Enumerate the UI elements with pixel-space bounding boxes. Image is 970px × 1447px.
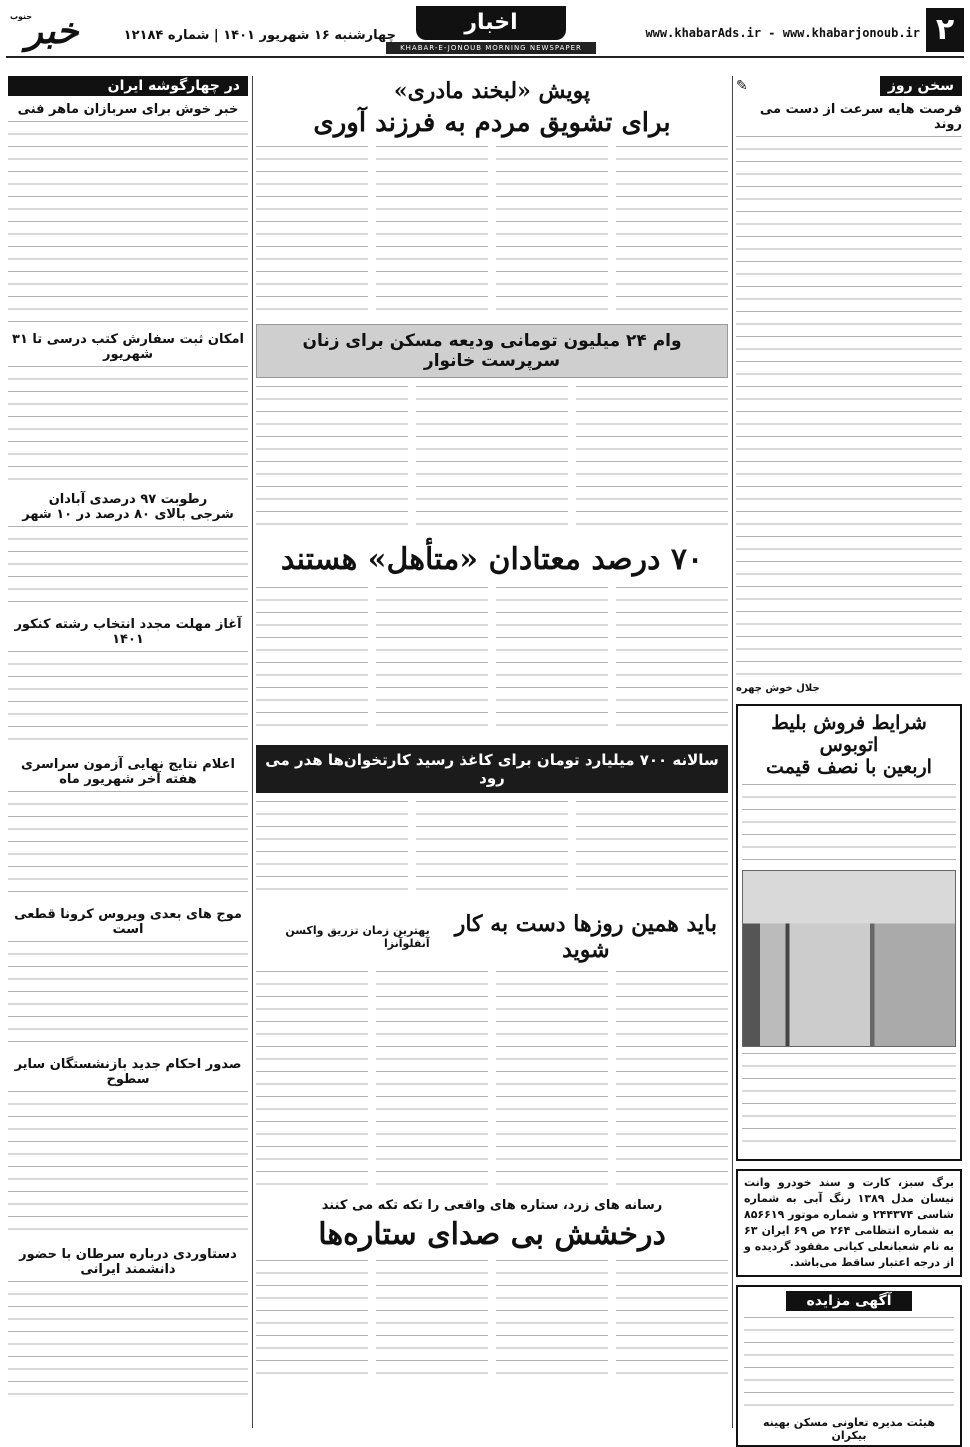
story5-body bbox=[256, 971, 728, 1186]
right-column bbox=[736, 76, 962, 1442]
logo-text: خبر bbox=[25, 10, 79, 52]
left-item-title: شرجی بالای ۸۰ درصد در ۱۰ شهر bbox=[22, 507, 234, 522]
logo-sub: جنوب bbox=[10, 12, 33, 21]
text-column bbox=[376, 587, 488, 737]
text-column bbox=[616, 971, 728, 1186]
text-column bbox=[576, 801, 728, 901]
text-column bbox=[256, 971, 368, 1186]
article-body bbox=[8, 1091, 248, 1241]
english-strip: KHABAR-E-JONOUB MORNING NEWSPAPER bbox=[386, 42, 596, 54]
website-urls[interactable]: www.khabarAds.ir - www.khabarjonoub.ir bbox=[645, 26, 920, 40]
main-area bbox=[256, 76, 728, 1428]
text-column bbox=[616, 146, 728, 316]
text-column bbox=[416, 386, 568, 526]
story6-kicker: رسانه های زرد، ستاره های واقعی را تکه تکه می کنند bbox=[321, 1198, 663, 1213]
story6-headline: درخشش بی صدای ستاره‌ها bbox=[318, 1217, 666, 1252]
story2-body bbox=[256, 386, 728, 526]
left-item-title: اعلام نتایج نهایی آزمون سراسری bbox=[21, 757, 235, 772]
bus-body bbox=[742, 784, 956, 864]
left-item-title: موج های بعدی ویروس کرونا قطعی است bbox=[14, 907, 242, 937]
lost-document-notice: برگ سبز، کارت و سند خودرو وانت نیسان مدل ۱۳۸۹ رنگ آبی به شماره شاسی ۲۴۴۳۷۴ و شماره موتور ۸۵۶۶۱۹ به شماره انتظامی ۲۶۴ ص ۶۹ ایران ۶۳ به نام شعبانعلی کیانی مفقود گردیده و از درجه اعتبار ساقط می‌باشد. bbox=[736, 1169, 962, 1277]
left-item-title: هفته آخر شهریور ماه bbox=[59, 772, 197, 787]
left-item-title: رطوبت ۹۷ درصدی آبادان bbox=[48, 492, 208, 507]
text-column bbox=[256, 1260, 368, 1380]
text-column bbox=[416, 801, 568, 901]
story3-body bbox=[256, 587, 728, 737]
text-column bbox=[616, 1260, 728, 1380]
left-item-title: امکان ثبت سفارش کتب درسی تا ۳۱ شهریور bbox=[12, 332, 244, 362]
story1-kicker: پویش «لبخند مادری» bbox=[393, 78, 591, 104]
article-body bbox=[8, 121, 248, 326]
text-column bbox=[496, 587, 608, 737]
story4-headline: سالانه ۷۰۰ میلیارد تومان برای کاغذ رسید کارتخوان‌ها هدر می رود bbox=[256, 745, 728, 793]
section-title: اخبار bbox=[416, 6, 566, 40]
text-column bbox=[256, 801, 408, 901]
story1-headline: برای تشویق مردم به فرزند آوری bbox=[313, 108, 671, 138]
left-item-title: دستاوردی درباره سرطان با حضور bbox=[19, 1247, 237, 1262]
text-column bbox=[616, 587, 728, 737]
story5-sub: بهترین زمان تزریق واکسن آنفلوآنزا bbox=[285, 924, 430, 950]
story4-body bbox=[256, 801, 728, 901]
auction-signature: هیئت مدیره تعاونی مسکن بهینه بیکران bbox=[762, 1416, 936, 1442]
article-body bbox=[8, 651, 248, 751]
column-divider bbox=[732, 76, 733, 1428]
editorial-head bbox=[736, 76, 962, 96]
text-column bbox=[376, 146, 488, 316]
pen-icon: ✎ bbox=[736, 78, 748, 94]
bus-body-2 bbox=[742, 1053, 956, 1153]
story2-headline: وام ۲۴ میلیون تومانی ودیعه مسکن برای زنان سرپرست خانوار bbox=[256, 324, 728, 378]
column-divider bbox=[252, 76, 253, 1428]
text-column bbox=[576, 386, 728, 526]
text-column bbox=[256, 587, 368, 737]
article-body bbox=[8, 526, 248, 611]
left-item-title: صدور احکام جدید بازنشستگان سایر سطوح bbox=[14, 1057, 242, 1087]
left-column-heading: در چهارگوشه ایران bbox=[8, 76, 248, 96]
auction-ad bbox=[736, 1285, 962, 1447]
left-item-title: آغاز مهلت مجدد انتخاب رشته کنکور ۱۴۰۱ bbox=[14, 617, 242, 647]
article-body bbox=[8, 791, 248, 901]
left-item-title: دانشمند ایرانی bbox=[80, 1262, 176, 1277]
editorial-title: فرصت هایه سرعت از دست می روند bbox=[759, 102, 962, 132]
editorial-author: جلال خوش چهره bbox=[736, 683, 820, 694]
article-body bbox=[8, 366, 248, 486]
bus-headline-2: اربعین با نصف قیمت bbox=[766, 756, 932, 778]
newspaper-logo bbox=[6, 8, 98, 54]
text-column bbox=[496, 146, 608, 316]
text-column bbox=[256, 146, 368, 316]
editorial-tag: سخن روز bbox=[880, 76, 962, 96]
text-column bbox=[256, 386, 408, 526]
bus-photo bbox=[742, 870, 956, 1047]
story3-headline: ۷۰ درصد معتادان «متأهل» هستند bbox=[280, 542, 704, 577]
article-body bbox=[8, 1281, 248, 1401]
date-issue: چهارشنبه ۱۶ شهریور ۱۴۰۱ | شماره ۱۲۱۸۴ bbox=[123, 28, 396, 43]
text-column bbox=[496, 1260, 608, 1380]
article-body bbox=[8, 941, 248, 1051]
editorial-body bbox=[736, 136, 962, 681]
story1-body bbox=[256, 146, 728, 316]
auction-tag: آگهی مزایده bbox=[786, 1291, 912, 1311]
left-column bbox=[8, 76, 248, 1428]
text-column bbox=[376, 971, 488, 1186]
left-item-title: خبر خوش برای سربازان ماهر فنی bbox=[17, 102, 239, 117]
story6-body bbox=[256, 1260, 728, 1380]
page-number: ۲ bbox=[926, 8, 964, 52]
text-column bbox=[496, 971, 608, 1186]
bus-story bbox=[736, 704, 962, 1161]
story5-headline: باید همین روزها دست به کار شوید bbox=[454, 911, 717, 963]
auction-body bbox=[744, 1317, 954, 1412]
bus-headline-1: شرایط فروش بلیط اتوبوس bbox=[771, 712, 927, 756]
story5-head bbox=[256, 911, 728, 963]
text-column bbox=[376, 1260, 488, 1380]
masthead bbox=[6, 6, 964, 58]
